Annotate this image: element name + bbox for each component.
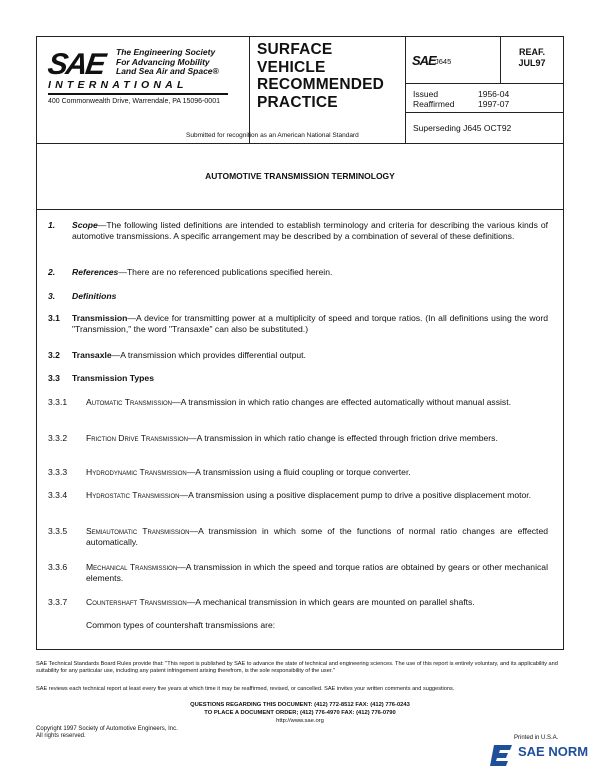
sae-small-logo: SAE bbox=[412, 53, 436, 68]
header-vdivider-3 bbox=[500, 36, 501, 83]
definition-friction-drive: 3.3.2 Friction Drive Transmission—A transmission in which ratio change is effected through friction drive members. bbox=[48, 433, 498, 443]
reaffirmed-stamp: REAF. JUL97 bbox=[518, 47, 546, 68]
definition-mechanical: 3.3.6 Mechanical Transmission—A transmission in which the speed and torque ratios are obtained by gears or other mechanical elements. bbox=[48, 562, 548, 584]
definition-hydrodynamic: 3.3.3 Hydrodynamic Transmission—A transmission using a fluid coupling or torque converter. bbox=[48, 467, 411, 477]
society-address: 400 Commonwealth Drive, Warrendale, PA 15096-0001 bbox=[48, 98, 220, 105]
countershaft-types-note: Common types of countershaft transmissions are: bbox=[86, 620, 276, 630]
superseding-note: Superseding J645 OCT92 bbox=[413, 123, 512, 133]
society-tagline: The Engineering Society For Advancing Mobility Land Sea Air and Space® bbox=[116, 47, 219, 76]
reaffirmed-row: Reaffirmed 1997-07 bbox=[413, 99, 510, 109]
footer-questions: QUESTIONS REGARDING THIS DOCUMENT: (412) 772-8512 FAX: (412) 776-0243 bbox=[190, 702, 410, 708]
header-vdivider-2 bbox=[405, 36, 406, 143]
section-scope: 1. Scope—The following listed definitions are intended to establish terminology and criteria for describing the various kinds of automotive transmissions. A specific arrangement may be described by a combination of several of these definitions. bbox=[48, 220, 548, 242]
document-title: AUTOMOTIVE TRANSMISSION TERMINOLOGY bbox=[205, 171, 395, 181]
international-wordmark: INTERNATIONAL bbox=[48, 79, 188, 91]
header-divider bbox=[36, 143, 564, 144]
definition-semiautomatic: 3.3.5 Semiautomatic Transmission—A transmission in which some of the functions of normal ratio changes are effected automatically. bbox=[48, 526, 549, 548]
footer-note-rules: SAE Technical Standards Board Rules provide that: "This report is published by SAE to advance the state of technical and engineering sciences. The use of this report is entirely voluntary, and its applicability and suitability for any particular use, including any patent infringement arising therefrom, is the sole responsibility of the user." bbox=[36, 661, 558, 674]
copyright: Copyright 1997 Society of Automotive Engineers, Inc. All rights reserved. bbox=[36, 726, 178, 739]
logo-rule bbox=[48, 93, 228, 95]
issued-row: Issued 1956-04 bbox=[413, 89, 510, 99]
sae-norm-logo: SAE NORM bbox=[488, 740, 598, 770]
footer-website: http://www.sae.org bbox=[276, 718, 324, 724]
submitted-note: Submitted for recognition as an American National Standard bbox=[186, 132, 359, 139]
title-divider bbox=[36, 209, 564, 210]
footer-order: TO PLACE A DOCUMENT ORDER; (412) 776-4970 FAX: (412) 776-0790 bbox=[204, 710, 396, 716]
definition-transaxle: 3.2 Transaxle—A transmission which provides differential output. bbox=[48, 350, 306, 360]
sae-norm-icon bbox=[488, 740, 516, 768]
section-references: 2. References—There are no referenced publications specified herein. bbox=[48, 267, 333, 277]
printed-in: Printed in U.S.A. bbox=[514, 735, 559, 741]
definition-transmission: 3.1 Transmission—A device for transmitting power at a multiplicity of speed and torque ratios. (In all definitions using the word "Transmission," the word "Transaxle" can also be substituted.) bbox=[48, 313, 548, 335]
footer-note-review: SAE reviews each technical report at least every five years at which time it may be reaffirmed, revised, or cancelled. SAE invites your written comments and suggestions. bbox=[36, 686, 455, 692]
header-hdivider-1 bbox=[405, 83, 564, 84]
definition-automatic: 3.3.1 Automatic Transmission—A transmission in which ratio changes are effected automatically without manual assist. bbox=[48, 397, 511, 407]
document-category: SURFACE VEHICLE RECOMMENDED PRACTICE bbox=[257, 41, 385, 111]
section-transmission-types: 3.3 Transmission Types bbox=[48, 373, 154, 383]
sae-logo: SAE bbox=[45, 48, 107, 81]
definition-hydrostatic: 3.3.4 Hydrostatic Transmission—A transmission using a positive displacement pump to drive a positive displacement motor. bbox=[48, 490, 532, 500]
document-number: J645 bbox=[435, 57, 452, 66]
header-hdivider-2 bbox=[405, 112, 564, 113]
definition-countershaft: 3.3.7 Countershaft Transmission—A mechanical transmission in which gears are mounted on parallel shafts. bbox=[48, 597, 475, 607]
section-definitions: 3. Definitions bbox=[48, 291, 117, 301]
